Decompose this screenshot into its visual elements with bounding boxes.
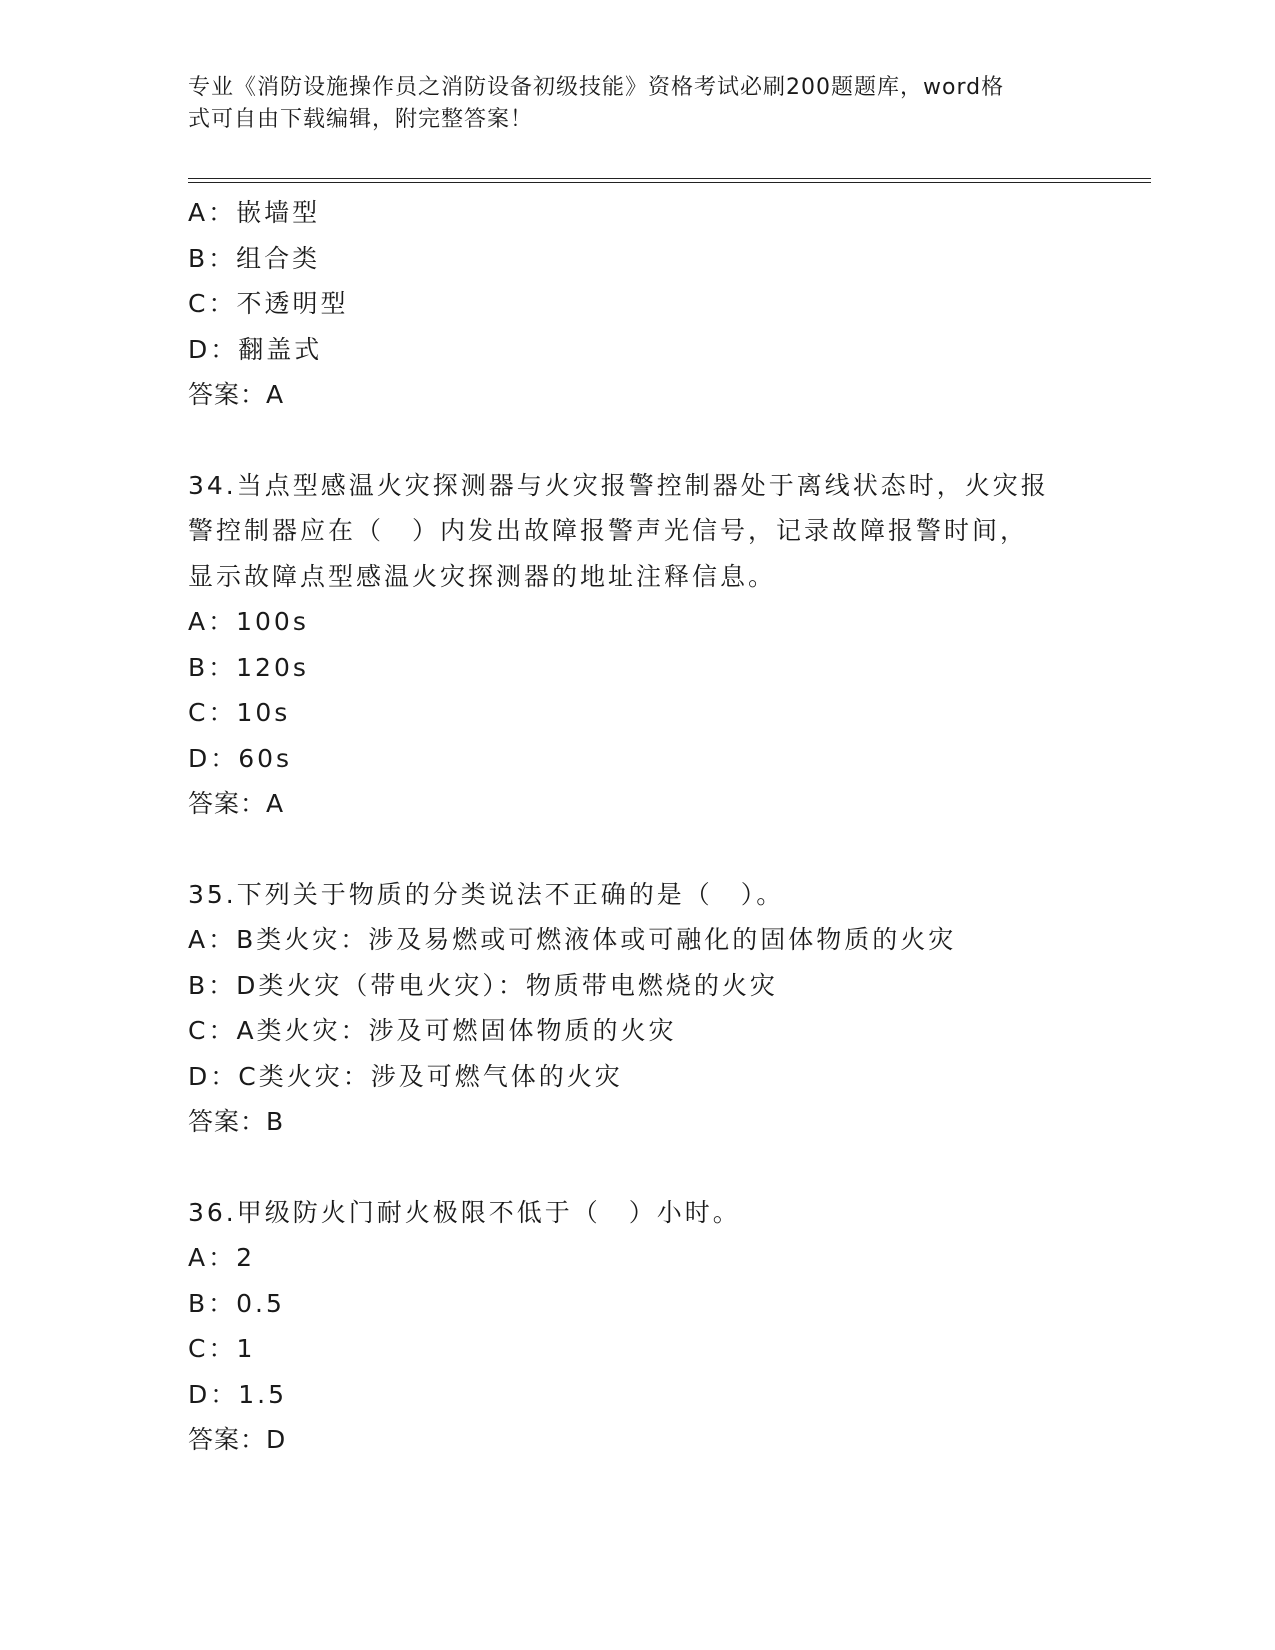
header-divider bbox=[188, 178, 1151, 183]
option-a: A：2 bbox=[188, 1243, 256, 1272]
question-stem-line: 显示故障点型感温火灾探测器的地址注释信息。 bbox=[188, 561, 777, 591]
option-c: C：1 bbox=[188, 1334, 256, 1363]
option-d: D：C类火灾：涉及可燃气体的火灾 bbox=[188, 1061, 623, 1091]
option-b: B：120s bbox=[188, 652, 309, 682]
option-a: A：100s bbox=[188, 607, 309, 636]
option-c: C：A类火灾：涉及可燃固体物质的火灾 bbox=[188, 1016, 677, 1045]
document-header bbox=[188, 72, 1088, 136]
answer-line: 答案：A bbox=[188, 380, 285, 409]
option-d: D：翻盖式 bbox=[188, 334, 323, 364]
answer-line: 答案：A bbox=[188, 789, 285, 818]
question-stem-line: 36.甲级防火门耐火极限不低于（ ）小时。 bbox=[188, 1197, 741, 1227]
option-c: C：10s bbox=[188, 698, 291, 727]
question-34 bbox=[188, 463, 1088, 827]
question-stem-line: 警控制器应在（ ）内发出故障报警声光信号，记录故障报警时间， bbox=[188, 516, 1029, 545]
option-a: A：嵌墙型 bbox=[188, 198, 321, 227]
answer-line: 答案：D bbox=[188, 1425, 287, 1454]
answer-line: 答案：B bbox=[188, 1107, 285, 1136]
option-b: B：D类火灾（带电火灾）：物质带电燃烧的火灾 bbox=[188, 970, 778, 1000]
option-d: D：60s bbox=[188, 743, 293, 773]
option-c: C：不透明型 bbox=[188, 289, 349, 318]
question-35 bbox=[188, 872, 1088, 1145]
option-b: B：组合类 bbox=[188, 243, 321, 273]
option-b: B：0.5 bbox=[188, 1288, 285, 1318]
question-stem-line: 34.当点型感温火灾探测器与火灾报警控制器处于离线状态时，火灾报 bbox=[188, 470, 1049, 500]
header-line-2: 式可自由下载编辑，附完整答案！ bbox=[188, 107, 534, 132]
question-list bbox=[188, 190, 1088, 1463]
option-d: D：1.5 bbox=[188, 1379, 288, 1409]
question-36 bbox=[188, 1190, 1088, 1463]
header-line-1: 专业《消防设施操作员之消防设备初级技能》资格考试必刷200题题库，word格 bbox=[188, 75, 1005, 100]
question-stem-line: 35.下列关于物质的分类说法不正确的是（ ）。 bbox=[188, 879, 785, 909]
question-33-continued bbox=[188, 190, 1088, 418]
option-a: A：B类火灾：涉及易燃或可燃液体或可融化的固体物质的火灾 bbox=[188, 925, 957, 954]
